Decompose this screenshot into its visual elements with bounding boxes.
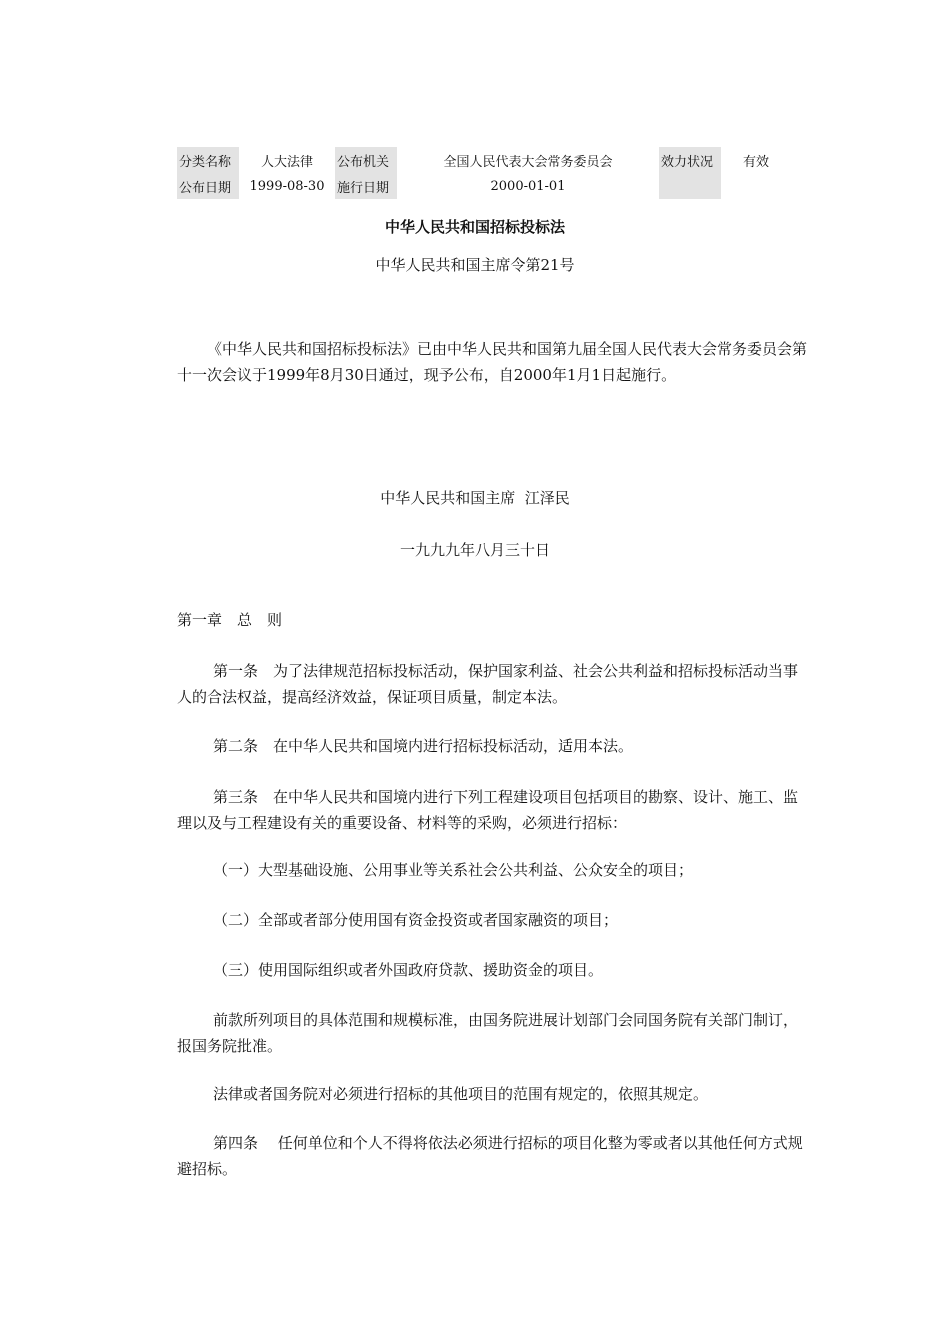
list-item-3: （三）使用国际组织或者外国政府贷款、援助资金的项目。 [213,961,604,979]
empty-cell [721,173,803,199]
effective-date-value: 2000-01-01 [490,178,566,194]
issuer-label: 公布机关 [335,147,397,173]
scope-paragraph: 前款所列项目的具体范围和规模标准，由国务院进展计划部门会同国务院有关部门制订，报国务院批准。 [177,1011,799,1055]
status-value: 有效 [743,154,770,170]
effective-date-label: 施行日期 [335,173,397,199]
list-item-1: （一）大型基础设施、公用事业等关系社会公共利益、公众安全的项目； [213,861,694,879]
status-label: 效力状况 [659,147,721,173]
article-3: 第三条 在中华人民共和国境内进行下列工程建设项目包括项目的勘察、设计、施工、监理以及与工程建设有关的重要设备、材料等的采购，必须进行招标： [177,788,799,832]
article-4: 第四条 任何单位和个人不得将依法必须进行招标的项目化整为零或者以其他任何方式规避招标。 [177,1134,803,1178]
presidential-order: 中华人民共和国主席令第21号 [375,256,575,274]
category-value: 人大法律 [260,154,313,170]
issuer-value: 全国人民代表大会常务委员会 [443,154,613,170]
publish-date-label: 公布日期 [177,173,239,199]
preamble-paragraph: 《中华人民共和国招标投标法》已由中华人民共和国第九届全国人民代表大会常务委员会第十一次会议于1999年8月30日通过，现予公布，自2000年1月1日起施行。 [177,340,808,384]
law-title: 中华人民共和国招标投标法 [384,218,565,236]
signer: 中华人民共和国主席 江泽民 [380,489,570,507]
list-item-2: （二）全部或者部分使用国有资金投资或者国家融资的项目； [213,911,619,929]
chapter-heading: 第一章 总 则 [177,611,283,629]
category-label: 分类名称 [177,147,239,173]
metadata-table [177,147,803,199]
empty-cell [659,173,721,199]
sign-date: 一九九九年八月三十日 [399,541,550,559]
article-2: 第二条 在中华人民共和国境内进行招标投标活动，适用本法。 [213,737,634,755]
other-projects-paragraph: 法律或者国务院对必须进行招标的其他项目的范围有规定的，依照其规定。 [213,1085,709,1103]
article-1: 第一条 为了法律规范招标投标活动，保护国家利益、社会公共利益和招标投标活动当事人的合法权益，提高经济效益，保证项目质量，制定本法。 [177,662,799,706]
publish-date-value: 1999-08-30 [249,178,325,194]
